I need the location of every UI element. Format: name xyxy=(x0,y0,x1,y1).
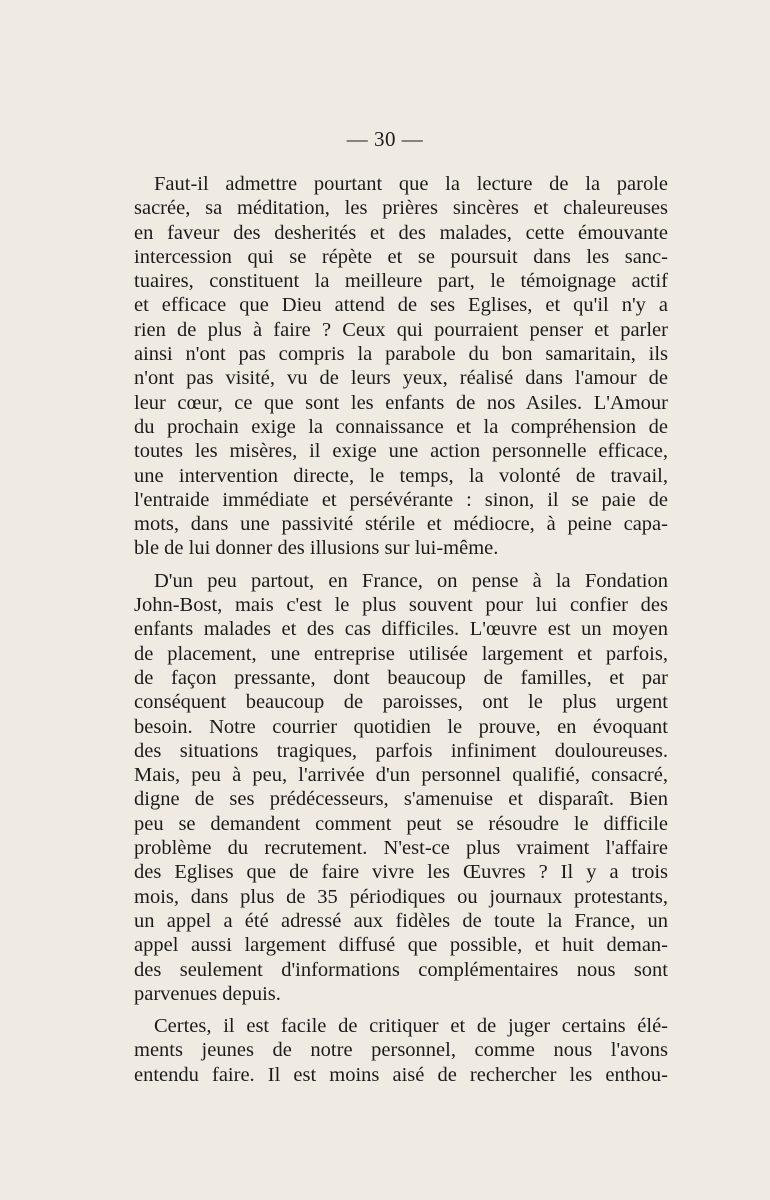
text-line: des Eglises que de faire vivre les Œuvres ? Il y a trois xyxy=(134,861,668,884)
text-line: intercession qui se répète et se poursuit dans les sanc- xyxy=(134,245,668,268)
text-line: peu se demandent comment peut se résoudre le difficile xyxy=(134,812,668,835)
text-line: ainsi n'ont pas compris la parabole du bon samaritain, ils xyxy=(134,343,668,366)
text-line: enfants malades et des cas difficiles. L'œuvre est un moyen xyxy=(134,618,668,641)
text-line: John-Bost, mais c'est le plus souvent pour lui confier des xyxy=(134,594,668,617)
text-line: de façon pressante, dont beaucoup de familles, et par xyxy=(134,666,668,689)
text-line: l'entraide immédiate et persévérante : sinon, il se paie de xyxy=(134,488,668,511)
text-line: Mais, peu à peu, l'arrivée d'un personnel qualifié, consacré, xyxy=(134,764,668,787)
text-line: sacrée, sa méditation, les prières sincères et chaleureuses xyxy=(134,197,668,220)
paragraph-1 xyxy=(134,172,668,561)
text-line: un appel a été adressé aux fidèles de toute la France, un xyxy=(134,909,668,932)
text-line: des situations tragiques, parfois infiniment douloureuses. xyxy=(134,739,668,762)
text-line: entendu faire. Il est moins aisé de rechercher les enthou- xyxy=(134,1063,668,1086)
text-line: et efficace que Dieu attend de ses Eglises, et qu'il n'y a xyxy=(134,294,668,317)
paragraph-3 xyxy=(134,1014,668,1087)
paragraph-2 xyxy=(134,569,668,1006)
text-line: parvenues depuis. xyxy=(134,982,281,1005)
text-line: problème du recrutement. N'est-ce plus vraiment l'affaire xyxy=(134,837,668,860)
text-line: de placement, une entreprise utilisée largement et parfois, xyxy=(134,642,668,665)
text-line: leur cœur, ce que sont les enfants de nos Asiles. L'Amour xyxy=(134,391,668,414)
text-line: Faut-il admettre pourtant que la lecture de la parole xyxy=(154,173,668,195)
text-line: mois, dans plus de 35 périodiques ou journaux protestants, xyxy=(134,885,668,908)
text-line: toutes les misères, il exige une action personnelle efficace, xyxy=(134,440,668,463)
text-line: ble de lui donner des illusions sur lui-même. xyxy=(134,537,499,560)
text-line: tuaires, constituent la meilleure part, le témoignage actif xyxy=(134,270,668,293)
text-line: n'ont pas visité, vu de leurs yeux, réalisé dans l'amour de xyxy=(134,367,668,390)
text-line: Certes, il est facile de critiquer et de juger certains élé- xyxy=(154,1015,668,1038)
text-line: mots, dans une passivité stérile et médiocre, à peine capa- xyxy=(134,513,668,536)
text-line: rien de plus à faire ? Ceux qui pourraient penser et parler xyxy=(134,318,668,341)
text-line: en faveur des desherités et des malades, cette émouvante xyxy=(134,221,668,244)
text-line: besoin. Notre courrier quotidien le prouve, en évoquant xyxy=(134,715,668,738)
body-text xyxy=(134,172,668,1095)
text-line: ments jeunes de notre personnel, comme nous l'avons xyxy=(134,1039,668,1062)
text-line: des seulement d'informations complémentaires nous sont xyxy=(134,958,668,981)
text-line: appel aussi largement diffusé que possible, et huit deman- xyxy=(134,934,668,957)
text-line: du prochain exige la connaissance et la compréhension de xyxy=(134,415,668,438)
text-line: D'un peu partout, en France, on pense à la Fondation xyxy=(154,569,668,592)
page-number: — 30 — xyxy=(346,127,424,151)
text-line: une intervention directe, le temps, la volonté de travail, xyxy=(134,464,668,487)
text-line: conséquent beaucoup de paroisses, ont le plus urgent xyxy=(134,691,668,714)
text-line: digne de ses prédécesseurs, s'amenuise et disparaît. Bien xyxy=(134,788,668,811)
